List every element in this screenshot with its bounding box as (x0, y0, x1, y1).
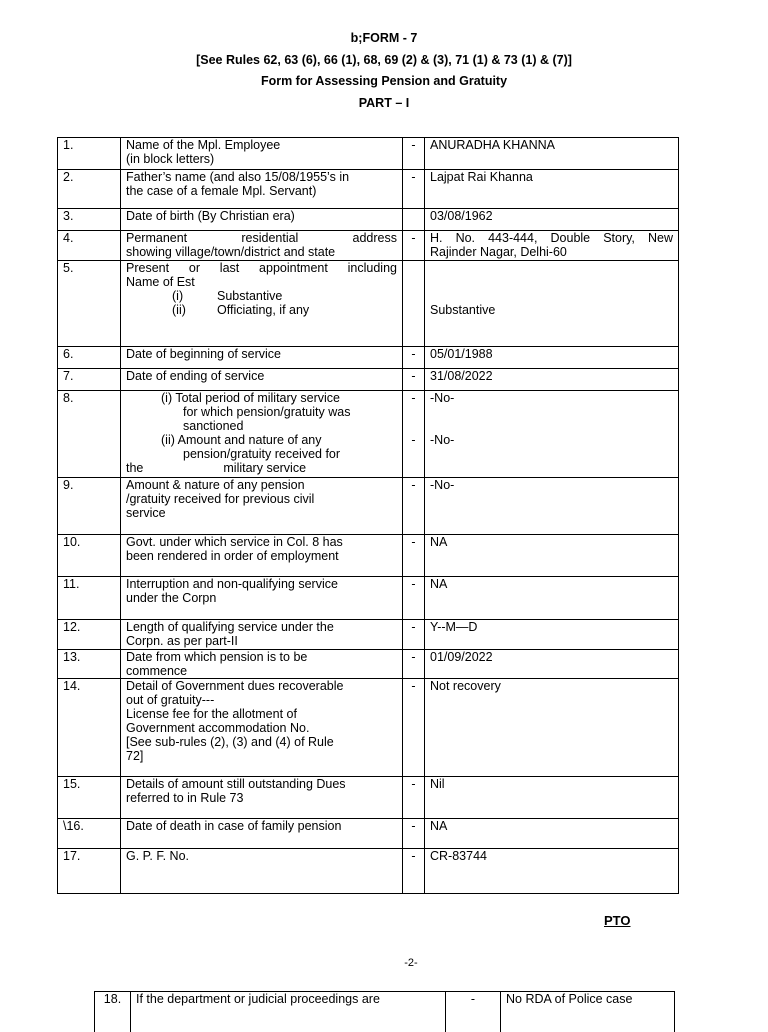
form-row-18 (95, 992, 675, 1032)
row-value-address: H. No. 443-444, Double Story, New Rajinder Nagar, Delhi-60 (425, 231, 679, 261)
form-row-10 (58, 535, 679, 577)
row-label: Date of death in case of family pension (121, 819, 403, 849)
row-value-date-of-death: NA (425, 819, 679, 849)
row-dash: - (403, 819, 425, 849)
row-value-govt-service: NA (425, 535, 679, 577)
row-dash: - - (403, 391, 425, 478)
row-label: G. P. F. No. (121, 849, 403, 894)
row-dash: - (403, 170, 425, 209)
row-number: 17. (58, 849, 121, 894)
form-row-8 (58, 391, 679, 478)
row-value-date-of-birth: 03/08/1962 (425, 209, 679, 231)
form-row-5 (58, 261, 679, 347)
row-value-outstanding-dues: Nil (425, 777, 679, 819)
row-label: Date of beginning of service (121, 347, 403, 369)
form-subtitle: Form for Assessing Pension and Gratuity (0, 74, 768, 88)
row-value-gpf-number: CR-83744 (425, 849, 679, 894)
pension-form-table (57, 137, 679, 894)
rules-reference: [See Rules 62, 63 (6), 66 (1), 68, 69 (2) & (3), 71 (1) & 73 (1) & (7)] (0, 53, 768, 67)
form-row-17 (58, 849, 679, 894)
row-value-employee-name: ANURADHA KHANNA (425, 138, 679, 170)
row-number: 13. (58, 650, 121, 679)
row-number: 15. (58, 777, 121, 819)
form-row-1 (58, 138, 679, 170)
row-dash: - (403, 620, 425, 650)
row-value-appointment: Substantive (425, 261, 679, 347)
row-label: Date of ending of service (121, 369, 403, 391)
form-row-6 (58, 347, 679, 369)
row-label: Date from which pension is to be commence (121, 650, 403, 679)
row-label: If the department or judicial proceedings are (131, 992, 446, 1032)
row-label: Length of qualifying service under the Corpn. as per part-II (121, 620, 403, 650)
row-number: 7. (58, 369, 121, 391)
row-label: Father’s name (and also 15/08/1955’s in the case of a female Mpl. Servant) (121, 170, 403, 209)
row-label: Amount & nature of any pension /gratuity received for previous civil service (121, 478, 403, 535)
row-dash: - (446, 992, 501, 1032)
row-number: 2. (58, 170, 121, 209)
row-number: 6. (58, 347, 121, 369)
form-row-9 (58, 478, 679, 535)
form-row-4 (58, 231, 679, 261)
row-label: Detail of Government dues recoverable out of gratuity--- License fee for the allotment of Government accommodation No. [See sub-rules (2), (3) and (4) of Rule 72] (121, 679, 403, 777)
row-value-service-start: 05/01/1988 (425, 347, 679, 369)
row-number: 10. (58, 535, 121, 577)
row-dash: - (403, 679, 425, 777)
form-row-11 (58, 577, 679, 620)
row-value-qualifying-service: Y--M—D (425, 620, 679, 650)
page-number: -2- (0, 956, 768, 970)
form-row-15 (58, 777, 679, 819)
row-number: 4. (58, 231, 121, 261)
row-number: 5. (58, 261, 121, 347)
row-number: 18. (95, 992, 131, 1032)
row-dash: - (403, 347, 425, 369)
row-label: (i) Total period of military service for which pension/gratuity was sanctioned (ii) Amount and nature of any pension/gratuity received for the military service (121, 391, 403, 478)
row-value-military-service: -No- -No- (425, 391, 679, 478)
pto-label: PTO (604, 914, 631, 928)
row-value-previous-pension: -No- (425, 478, 679, 535)
row-number: 8. (58, 391, 121, 478)
row-dash (403, 209, 425, 231)
row-label: Govt. under which service in Col. 8 has been rendered in order of employment (121, 535, 403, 577)
row-number: 9. (58, 478, 121, 535)
form-row-16 (58, 819, 679, 849)
row-number: 12. (58, 620, 121, 650)
form-row-12 (58, 620, 679, 650)
page2-table (94, 991, 675, 1032)
row-dash: - (403, 231, 425, 261)
row-dash: - (403, 777, 425, 819)
row-value-father-name: Lajpat Rai Khanna (425, 170, 679, 209)
row-number: \16. (58, 819, 121, 849)
form-row-7 (58, 369, 679, 391)
row-label: Details of amount still outstanding Dues referred to in Rule 73 (121, 777, 403, 819)
row-value-proceedings: No RDA of Police case (501, 992, 675, 1032)
row-dash (403, 261, 425, 347)
row-value-govt-dues: Not recovery (425, 679, 679, 777)
row-label: Permanent residential address showing village/town/district and state (121, 231, 403, 261)
form-row-14 (58, 679, 679, 777)
form-row-3 (58, 209, 679, 231)
row-dash: - (403, 849, 425, 894)
row-value-pension-start: 01/09/2022 (425, 650, 679, 679)
form-row-13 (58, 650, 679, 679)
row-label: Date of birth (By Christian era) (121, 209, 403, 231)
row-number: 11. (58, 577, 121, 620)
row-dash: - (403, 535, 425, 577)
row-number: 1. (58, 138, 121, 170)
row-label: Name of the Mpl. Employee (in block letters) (121, 138, 403, 170)
row-value-interruption: NA (425, 577, 679, 620)
row-dash: - (403, 650, 425, 679)
row-number: 14. (58, 679, 121, 777)
form-title: b;FORM - 7 (0, 31, 768, 45)
row-number: 3. (58, 209, 121, 231)
part-heading: PART – I (0, 96, 768, 110)
row-dash: - (403, 369, 425, 391)
row-value-service-end: 31/08/2022 (425, 369, 679, 391)
row-label: Present or last appointment including Name of Est (i) Substantive (ii) Officiating, if any (121, 261, 403, 347)
form-row-2 (58, 170, 679, 209)
row-dash: - (403, 577, 425, 620)
row-dash: - (403, 478, 425, 535)
row-dash: - (403, 138, 425, 170)
row-label: Interruption and non-qualifying service under the Corpn (121, 577, 403, 620)
